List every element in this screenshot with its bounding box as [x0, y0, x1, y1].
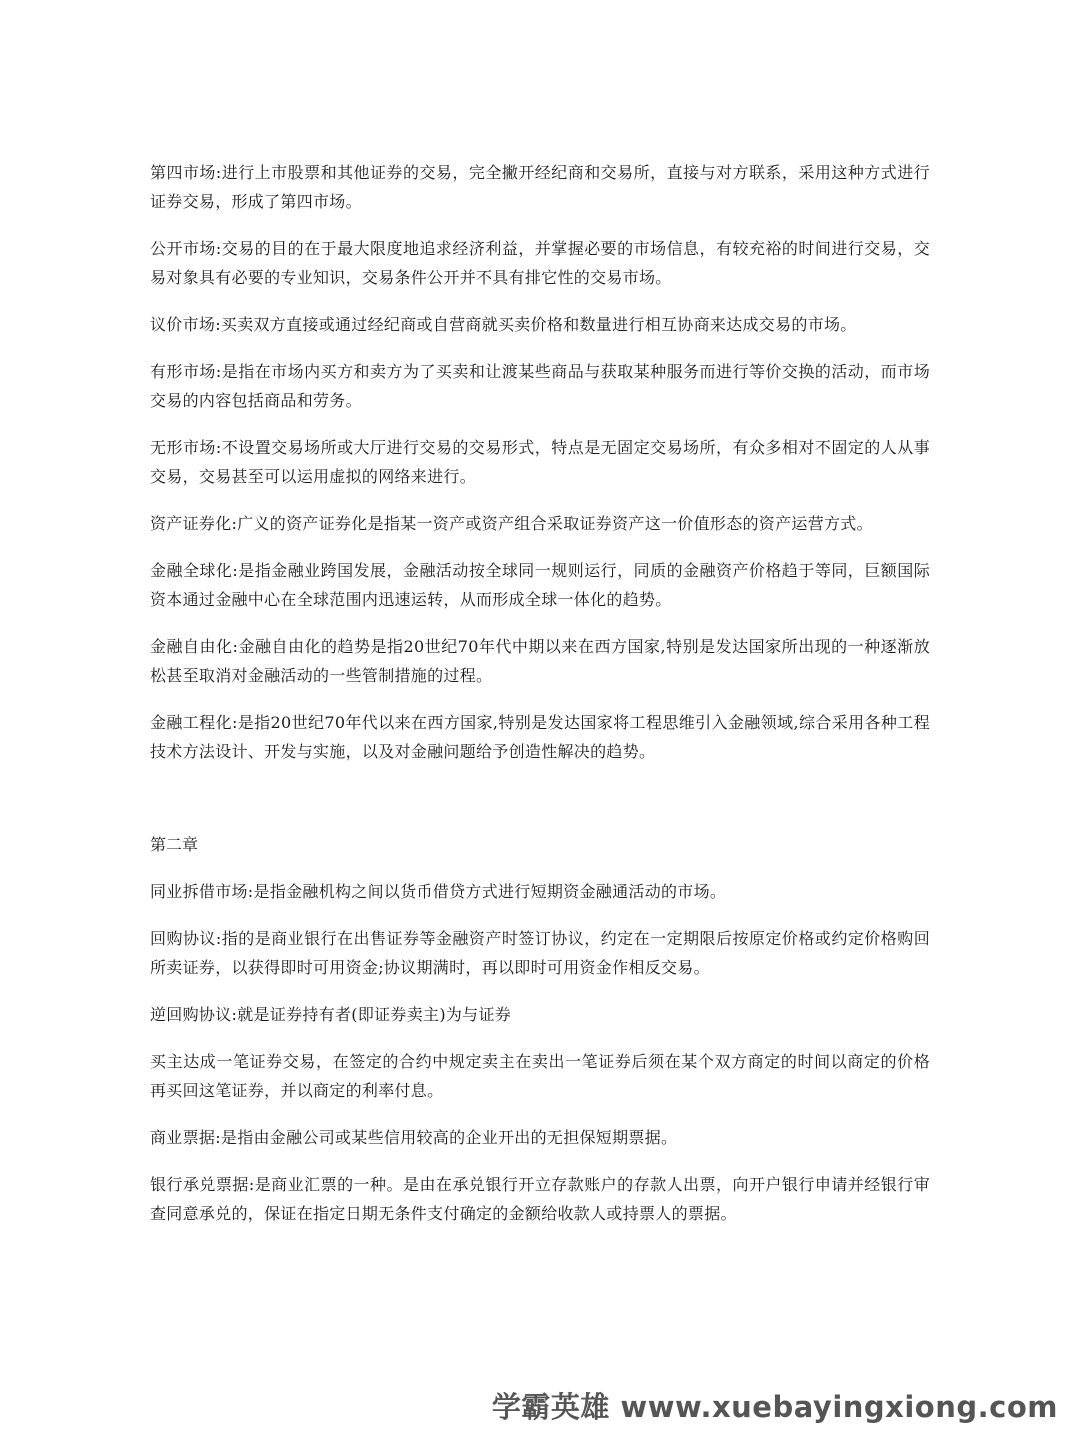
paragraph-repurchase-agreement: 回购协议:指的是商业银行在出售证券等金融资产时签订协议，约定在一定期限后按原定价格或约定价格购回所卖证券，以获得即时可用资金;协议期满时，再以即时可用资金作相反交易。: [150, 929, 930, 977]
paragraph-financial-liberalization: 金融自由化:金融自由化的趋势是指20世纪70年代中期以来在西方国家,特别是发达国家所出现的一种逐渐放松甚至取消对金融活动的一些管制措施的过程。: [150, 637, 930, 685]
paragraph-open-market: 公开市场:交易的目的在于最大限度地追求经济利益，并掌握必要的市场信息，有较充裕的时间进行交易，交易对象具有必要的专业知识，交易条件公开并不具有排它性的交易市场。: [150, 239, 930, 287]
paragraph-bankers-acceptance: 银行承兑票据:是商业汇票的一种。是由在承兑银行开立存款账户的存款人出票，向开户银行申请并经银行审查同意承兑的，保证在指定日期无条件支付确定的金额给收款人或持票人的票据。: [150, 1175, 930, 1223]
paragraph-tangible-market: 有形市场:是指在市场内买方和卖方为了买卖和让渡某些商品与获取某种服务而进行等价交换的活动，而市场交易的内容包括商品和劳务。: [150, 362, 930, 410]
paragraph-reverse-repo: 逆回购协议:就是证券持有者(即证券卖主)为与证券: [150, 1005, 512, 1024]
paragraph-interbank-market: 同业拆借市场:是指金融机构之间以货币借贷方式进行短期资金融通活动的市场。: [150, 882, 727, 901]
paragraph-intangible-market: 无形市场:不设置交易场所或大厅进行交易的交易形式，特点是无固定交易场所，有众多相对不固定的人从事交易，交易甚至可以运用虚拟的网络来进行。: [150, 438, 930, 486]
paragraph-financial-globalization: 金融全球化:是指金融业跨国发展，金融活动按全球同一规则运行，同质的金融资产价格趋于等同，巨额国际资本通过金融中心在全球范围内迅速运转，从而形成全球一体化的趋势。: [150, 561, 930, 609]
site-watermark: 学霸英雄 www.xuebayingxiong.com: [491, 1390, 1058, 1424]
paragraph-reverse-repo-continued: 买主达成一笔证券交易，在签定的合约中规定卖主在卖出一笔证券后须在某个双方商定的时间以商定的价格再买回这笔证券，并以商定的利率付息。: [150, 1052, 930, 1100]
section-market-terms: [150, 158, 930, 766]
section-chapter-two: [150, 830, 930, 1228]
paragraph-fourth-market: 第四市场:进行上市股票和其他证券的交易，完全撇开经纪商和交易所，直接与对方联系，采用这种方式进行证券交易，形成了第四市场。: [150, 163, 930, 211]
chapter-heading: 第二章: [150, 835, 199, 854]
document-page: [150, 158, 930, 1246]
paragraph-negotiated-market: 议价市场:买卖双方直接或通过经纪商或自营商就买卖价格和数量进行相互协商来达成交易的市场。: [150, 315, 857, 334]
paragraph-financial-engineering: 金融工程化:是指20世纪70年代以来在西方国家,特别是发达国家将工程思维引入金融领域,综合采用各种工程技术方法设计、开发与实施，以及对金融问题给予创造性解决的趋势。: [150, 713, 930, 761]
paragraph-commercial-paper: 商业票据:是指由金融公司或某些信用较高的企业开出的无担保短期票据。: [150, 1128, 678, 1147]
paragraph-asset-securitization: 资产证券化:广义的资产证券化是指某一资产或资产组合采取证券资产这一价值形态的资产运营方式。: [150, 514, 873, 533]
